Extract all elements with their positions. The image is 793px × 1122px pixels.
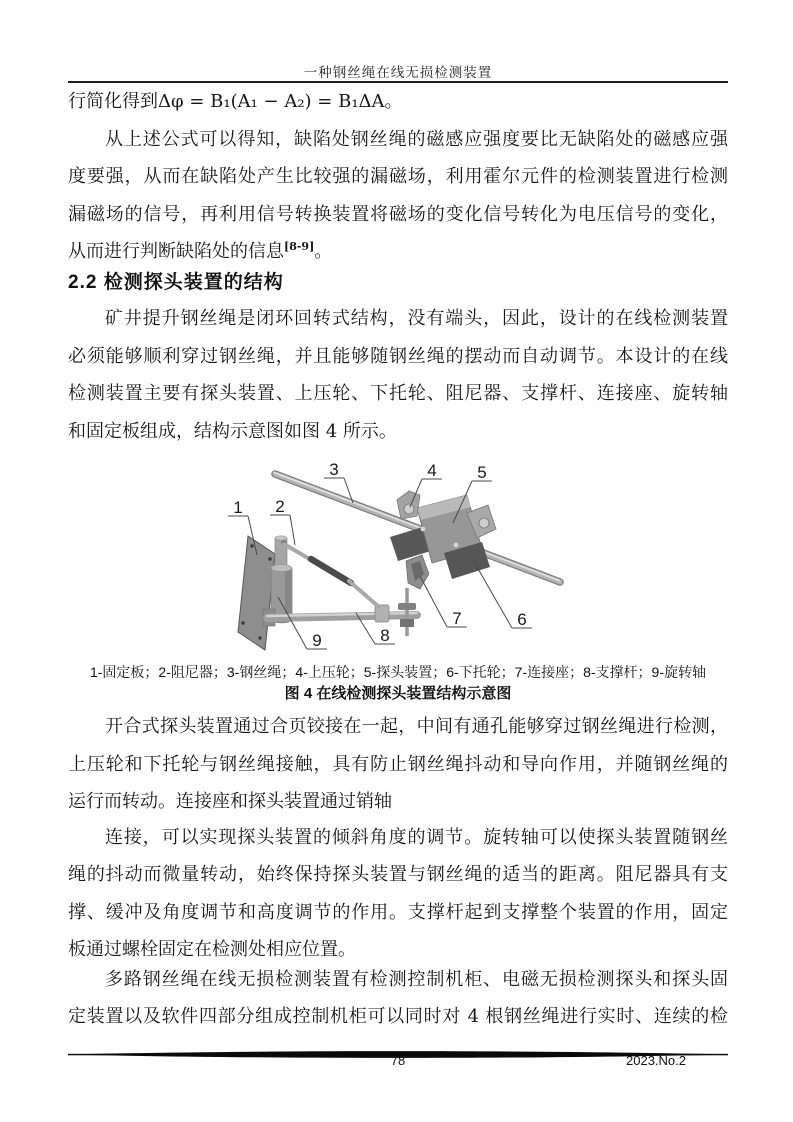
body-text: 从而进行判断缺陷处的信息 bbox=[68, 241, 284, 262]
figure-parts-caption: 1-固定板；2-阻尼器；3-钢丝绳；4-上压轮；5-探头装置；6-下托轮；7-连接座；8-支撑杆；9-旋转轴 bbox=[89, 664, 707, 680]
body-text: 。 bbox=[314, 241, 333, 262]
footer-divider-bar bbox=[68, 1044, 728, 1053]
figure-title: 图 4 在线检测探头装置结构示意图 bbox=[284, 685, 512, 702]
body-line: 必须能够顺利穿过钢丝绳，并且能够随钢丝绳的摆动而自动调节。本设计的在线 bbox=[68, 345, 728, 367]
body-line: 上压轮和下托轮与钢丝绳接触，具有防止钢丝绳抖动和导向作用，并随钢丝绳的 bbox=[68, 753, 728, 775]
issue-number: 2023.No.2 bbox=[626, 1053, 686, 1068]
body-line: 矿井提升钢丝绳是闭环回转式结构，没有端头，因此，设计的在线检测装置 bbox=[105, 308, 728, 329]
body-line: 撑、缓冲及角度调节和高度调节的作用。支撑杆起到支撑整个装置的作用，固定 bbox=[68, 901, 728, 923]
label-fixed-plate: 1 bbox=[233, 498, 243, 517]
body-line: 度要强，从而在缺陷处产生比较强的漏磁场，利用霍尔元件的检测装置进行检测 bbox=[68, 166, 728, 187]
label-upper-pressure-wheel: 4 bbox=[427, 461, 437, 480]
probe-device-schematic bbox=[205, 450, 605, 662]
figure-diagram bbox=[205, 450, 605, 662]
citation-reference: [8-9] bbox=[284, 240, 315, 253]
page-number: 78 bbox=[390, 1053, 406, 1068]
label-support-rod: 8 bbox=[380, 626, 390, 645]
label-rotation-shaft: 9 bbox=[312, 631, 322, 650]
body-line: 漏磁场的信号，再利用信号转换装置将磁场的变化信号转化为电压信号的变化， bbox=[68, 203, 728, 225]
label-probe-device: 5 bbox=[477, 463, 487, 482]
section-heading: 2.2 检测探头装置的结构 bbox=[68, 272, 284, 293]
header-divider bbox=[68, 81, 728, 83]
body-line: 多路钢丝绳在线无损检测装置有检测控制机柜、电磁无损检测探头和探头固 bbox=[105, 968, 728, 990]
body-line: 板通过螺栓固定在检测处相应位置。 bbox=[68, 939, 356, 960]
body-line-with-citation bbox=[68, 239, 728, 264]
inline-formula: 行简化得到Δφ = B₁(A₁ − A₂) = B₁ΔA。 bbox=[68, 91, 403, 112]
body-line: 开合式探头装置通过合页铰接在一起，中间有通孔能够穿过钢丝绳进行检测， bbox=[105, 716, 728, 737]
label-connection-seat: 7 bbox=[452, 609, 462, 628]
body-line: 运行而转动。连接座和探头装置通过销轴 bbox=[68, 791, 392, 812]
label-lower-support-wheel: 6 bbox=[517, 610, 527, 629]
label-damper: 2 bbox=[275, 497, 285, 516]
body-line: 绳的抖动而微量转动，始终保持探头装置与钢丝绳的适当的距离。阻尼器具有支 bbox=[68, 864, 728, 885]
body-line: 和固定板组成，结构示意图如图 4 所示。 bbox=[68, 420, 397, 442]
formula-line bbox=[68, 89, 728, 114]
body-line: 定装置以及软件四部分组成控制机柜可以同时对 4 根钢丝绳进行实时、连续的检 bbox=[68, 1006, 728, 1027]
body-line: 从上述公式可以得知，缺陷处钢丝绳的磁感应强度要比无缺陷处的磁感应强 bbox=[105, 128, 728, 150]
body-line: 连接，可以实现探头装置的倾斜角度的调节。旋转轴可以使探头装置随钢丝 bbox=[105, 826, 728, 848]
damper bbox=[281, 540, 379, 607]
upper-pressure-wheel bbox=[404, 504, 414, 514]
running-head-title: 一种钢丝绳在线无损检测装置 bbox=[303, 65, 493, 81]
body-line: 检测装置主要有探头装置、上压轮、下托轮、阻尼器、支撑杆、连接座、旋转轴 bbox=[68, 383, 728, 404]
probe-device bbox=[390, 491, 496, 589]
label-wire-rope: 3 bbox=[329, 460, 339, 479]
lower-support-wheel bbox=[479, 518, 489, 528]
